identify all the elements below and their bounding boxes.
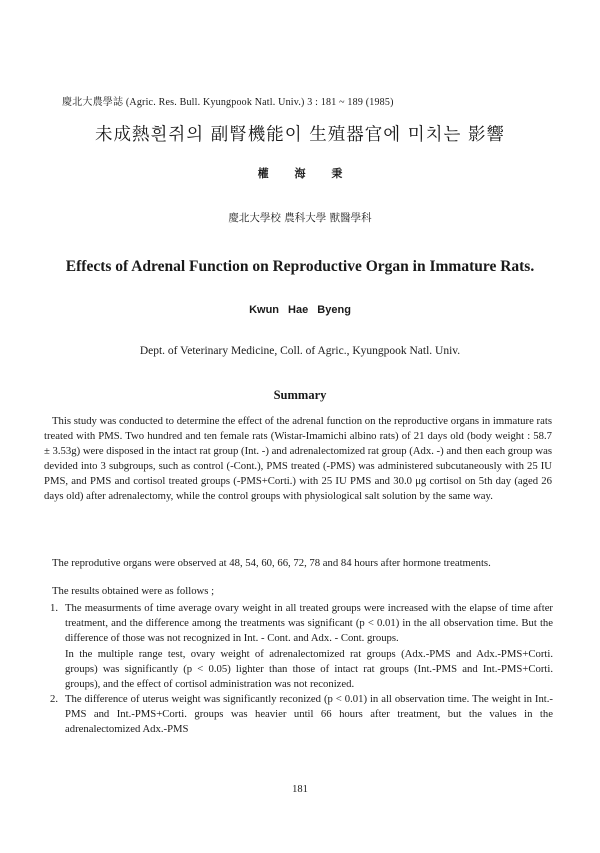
result-text-continued: In the multiple range test, ovary weight of adrenalectomized rat groups (Adx.-PMS and Adx.-PMS+Corti. groups) was significantly (p < 0.05) lighter than those of intact rat groups (Int.-PMS and Int.-PMS+Corti. groups), and the effect of cortisol administration was not reconized.: [65, 648, 553, 690]
korean-affiliation: 慶北大學校 農科大學 獸醫學科: [228, 212, 372, 224]
summary-paragraph-1: This study was conducted to determine the effect of the adrenal function on the reproductive organs in immature rats treated with PMS. Two hundred and ten female rats (Wistar-Imamichi albino rats) of 21 days old (body weight : 58.7 ± 3.53g) were disposed in the intact rat group (Int. -) and adrenalectomized rat group (Adx. -) and then each group was devided into 3 subgroups, such as control (-Cont.), PMS treated (-PMS) was administered subcutaneously with 25 IU PMS, and PMS and cortisol treated groups (-PMS+Corti.) with 25 IU PMS and 30.0 μg cortisol on 5th day (aged 26 days old) after adrenalectomy, while the control groups with physiological salt solution by the same way.: [44, 415, 553, 502]
result-item-2: [50, 692, 553, 737]
results-list: [50, 601, 553, 737]
korean-title: 未成熱흰쥐의 副腎機能이 生殖器官에 미치는 影響: [95, 125, 505, 145]
english-title: Effects of Adrenal Function on Reproductive Organ in Immature Rats.: [65, 258, 535, 275]
english-affiliation: Dept. of Veterinary Medicine, Coll. of Agric., Kyungpook Natl. Univ.: [139, 345, 461, 357]
result-text: The difference of uterus weight was significantly reconized (p < 0.01) in all observation time. The weight in Int.-PMS and Int.-PMS+Corti. groups was heavier until 66 hours after treatment, but the values in the adrenalectomized Adx.-PMS: [65, 693, 553, 735]
summary-heading: Summary: [273, 388, 327, 402]
journal-citation: 慶北大農學誌 (Agric. Res. Bull. Kyungpook Natl. Univ.) 3 : 181 ~ 189 (1985): [62, 97, 394, 108]
result-text: The measurments of time average ovary weight in all treated groups were increased with the elapse of time after treatment, and the difference among the treatments was significant (p < 0.01) in the all observation time. But the difference of those was not recognized in Int. - Cont. and Adx. - Cont. groups.: [65, 602, 553, 644]
english-author: Kwun Hae Byeng: [249, 304, 351, 316]
result-number: 2.: [50, 693, 59, 705]
summary-paragraph-3: The results obtained were as follows ;: [52, 585, 215, 597]
summary-paragraph-2: The reprodutive organs were observed at 48, 54, 60, 66, 72, 78 and 84 hours after hormone treatments.: [52, 557, 491, 569]
result-item-1: [50, 601, 553, 692]
result-number: 1.: [50, 602, 59, 614]
page-number: 181: [292, 784, 308, 795]
korean-author: 權 海 秉: [257, 167, 343, 180]
